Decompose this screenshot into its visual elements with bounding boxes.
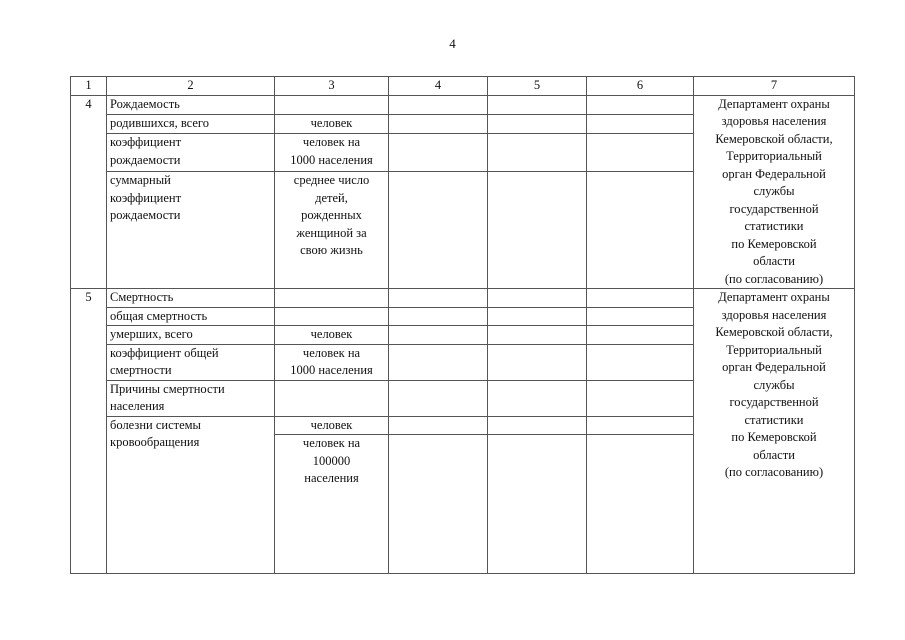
column-header: 1 xyxy=(71,77,107,96)
value-cell xyxy=(389,416,488,435)
column-header: 7 xyxy=(694,77,855,96)
section-number: 5 xyxy=(71,289,107,574)
value-cell xyxy=(488,172,587,289)
column-header: 6 xyxy=(587,77,694,96)
indicator-unit: человек xyxy=(275,326,389,345)
page-number: 4 xyxy=(449,36,456,51)
value-cell xyxy=(587,95,694,114)
column-header-row xyxy=(71,77,855,96)
indicator-unit: человек на 1000 населения xyxy=(275,344,389,380)
value-cell xyxy=(389,172,488,289)
value-cell xyxy=(389,344,488,380)
indicator-name: умерших, всего xyxy=(107,326,275,345)
indicator-unit: человек xyxy=(275,114,389,133)
value-cell xyxy=(488,326,587,345)
value-cell xyxy=(587,380,694,416)
indicator-name: Смертность xyxy=(107,289,275,308)
value-cell xyxy=(488,114,587,133)
value-cell xyxy=(389,307,488,326)
indicator-unit: человек на 100000 населения xyxy=(275,435,389,574)
value-cell xyxy=(587,172,694,289)
value-cell xyxy=(488,344,587,380)
value-cell xyxy=(488,134,587,172)
indicators-table xyxy=(70,76,855,574)
value-cell xyxy=(587,344,694,380)
column-header: 2 xyxy=(107,77,275,96)
indicator-name: болезни системы кровообращения xyxy=(107,416,275,574)
section-number: 4 xyxy=(71,95,107,289)
indicator-unit: среднее число детей, рожденных женщиной за свою жизнь xyxy=(275,172,389,289)
value-cell xyxy=(488,416,587,435)
value-cell xyxy=(587,416,694,435)
value-cell xyxy=(488,307,587,326)
column-header: 4 xyxy=(389,77,488,96)
indicator-name: суммарный коэффициент рождаемости xyxy=(107,172,275,289)
indicator-unit: человек на 1000 населения xyxy=(275,134,389,172)
indicator-name: Причины смертности населения xyxy=(107,380,275,416)
column-header: 5 xyxy=(488,77,587,96)
indicator-unit: человек xyxy=(275,416,389,435)
responsible-department: Департамент охраны здоровья населения Кемеровской области, Территориальный орган Федеральной службы государственной статистики по Кемеровской области (по согласованию) xyxy=(694,289,855,574)
value-cell xyxy=(488,95,587,114)
value-cell xyxy=(389,289,488,308)
table-row xyxy=(71,95,855,114)
value-cell xyxy=(389,326,488,345)
value-cell xyxy=(389,114,488,133)
value-cell xyxy=(587,326,694,345)
value-cell xyxy=(488,289,587,308)
indicator-unit xyxy=(275,95,389,114)
indicator-name: родившихся, всего xyxy=(107,114,275,133)
value-cell xyxy=(389,134,488,172)
value-cell xyxy=(587,435,694,574)
indicator-name: Рождаемость xyxy=(107,95,275,114)
value-cell xyxy=(488,435,587,574)
value-cell xyxy=(389,95,488,114)
value-cell xyxy=(587,289,694,308)
value-cell xyxy=(389,435,488,574)
value-cell xyxy=(587,114,694,133)
indicator-name: коэффициент рождаемости xyxy=(107,134,275,172)
value-cell xyxy=(488,380,587,416)
value-cell xyxy=(587,134,694,172)
value-cell xyxy=(389,380,488,416)
indicator-name: общая смертность xyxy=(107,307,275,326)
column-header: 3 xyxy=(275,77,389,96)
indicator-unit xyxy=(275,307,389,326)
value-cell xyxy=(587,307,694,326)
indicator-unit xyxy=(275,289,389,308)
table-row xyxy=(71,289,855,308)
indicator-unit xyxy=(275,380,389,416)
responsible-department: Департамент охраны здоровья населения Кемеровской области, Территориальный орган Федеральной службы государственной статистики по Кемеровской области (по согласованию) xyxy=(694,95,855,289)
indicator-name: коэффициент общей смертности xyxy=(107,344,275,380)
